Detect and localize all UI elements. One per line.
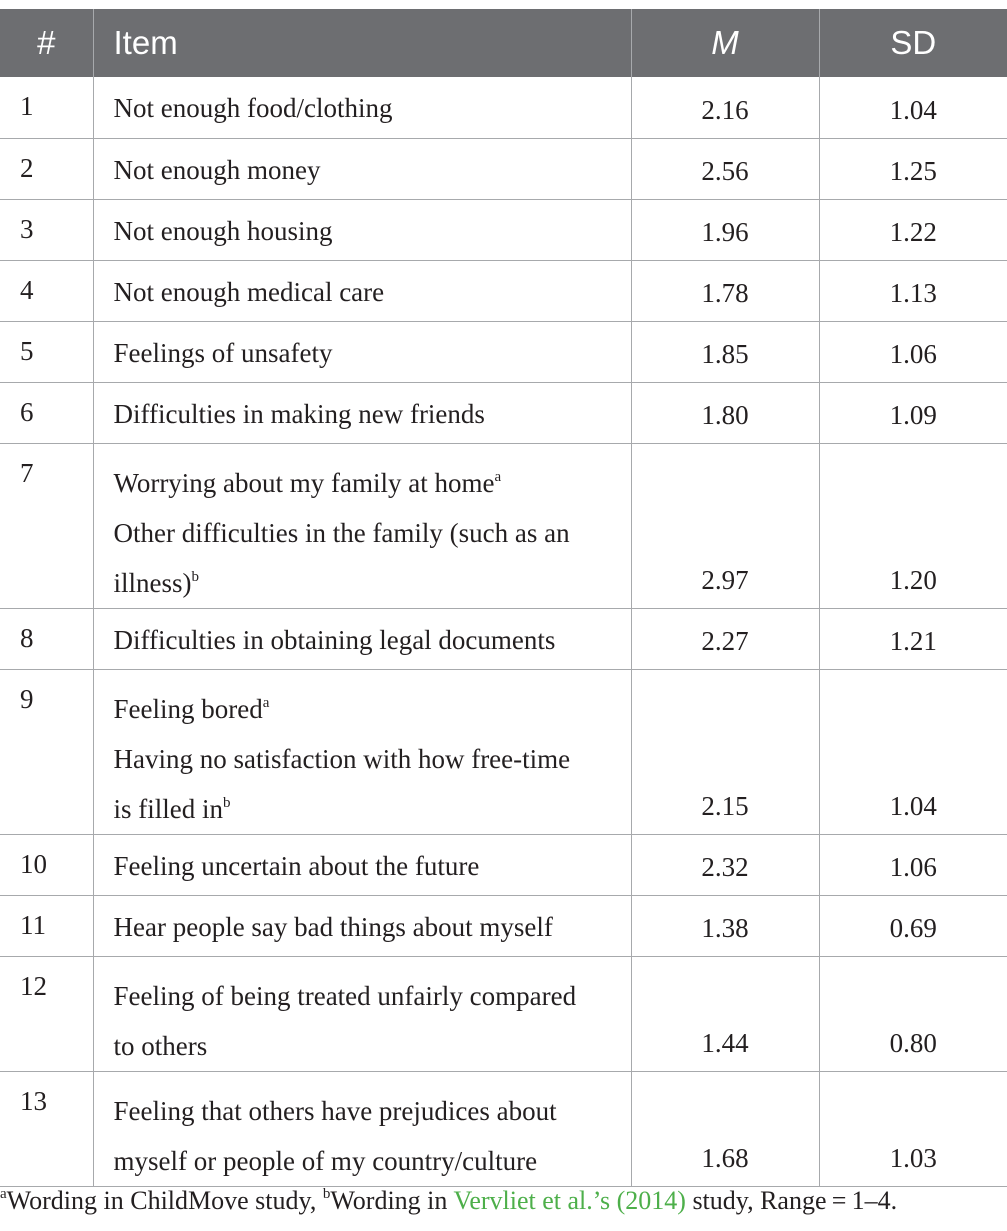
- item-text: Having no satisfaction with how free-time is filled in: [113, 743, 571, 824]
- table-row: [0, 260, 1007, 321]
- item-text: Not enough medical care: [113, 276, 385, 307]
- table-row: [0, 834, 1007, 895]
- row-item: [93, 895, 631, 956]
- row-sd: 1.06: [819, 321, 1007, 382]
- row-mean: 1.96: [631, 199, 819, 260]
- row-mean: 1.44: [631, 956, 819, 1071]
- row-number: 12: [0, 956, 93, 1071]
- row-number: 3: [0, 199, 93, 260]
- row-sd: 0.69: [819, 895, 1007, 956]
- table-header: [0, 9, 1007, 77]
- table-body: [0, 77, 1007, 1186]
- footnote-text-a: Wording in ChildMove study,: [6, 1186, 323, 1215]
- row-item: [93, 834, 631, 895]
- row-number: 6: [0, 382, 93, 443]
- row-sd: 1.13: [819, 260, 1007, 321]
- table-row: [0, 895, 1007, 956]
- row-item: [93, 199, 631, 260]
- item-text: Other difficulties in the family (such as an illness): [113, 517, 570, 598]
- row-mean: 2.27: [631, 608, 819, 669]
- item-text: Feelings of unsafety: [113, 337, 333, 368]
- item-footnote-marker: b: [223, 794, 231, 811]
- row-item: [93, 77, 631, 138]
- row-item: [93, 608, 631, 669]
- row-mean: 2.56: [631, 138, 819, 199]
- row-mean: 1.38: [631, 895, 819, 956]
- item-text: Worrying about my family at home: [113, 467, 495, 498]
- row-mean: 2.97: [631, 443, 819, 608]
- table-row: [0, 608, 1007, 669]
- row-sd: 1.03: [819, 1071, 1007, 1186]
- citation-link[interactable]: Vervliet et al.’s (2014): [453, 1186, 686, 1215]
- footnote-text-b: Wording in: [330, 1186, 454, 1215]
- table-footnote: [0, 1186, 897, 1216]
- header-number: #: [0, 9, 93, 77]
- table-row: [0, 1071, 1007, 1186]
- item-footnote-marker: b: [191, 568, 199, 585]
- data-table-container: [0, 9, 1007, 1187]
- row-mean: 1.78: [631, 260, 819, 321]
- item-text: Difficulties in obtaining legal documents: [113, 624, 556, 655]
- row-number: 13: [0, 1071, 93, 1186]
- row-sd: 1.09: [819, 382, 1007, 443]
- header-mean: M: [631, 9, 819, 77]
- item-text: Feeling uncertain about the future: [113, 850, 480, 881]
- table-row: [0, 199, 1007, 260]
- row-sd: 1.06: [819, 834, 1007, 895]
- row-number: 10: [0, 834, 93, 895]
- row-mean: 1.85: [631, 321, 819, 382]
- row-number: 2: [0, 138, 93, 199]
- row-mean: 1.80: [631, 382, 819, 443]
- header-sd: SD: [890, 24, 937, 61]
- row-sd: 1.04: [819, 77, 1007, 138]
- row-item: [93, 321, 631, 382]
- row-item: [93, 382, 631, 443]
- row-sd: 1.25: [819, 138, 1007, 199]
- row-sd: 1.21: [819, 608, 1007, 669]
- row-number: 9: [0, 669, 93, 834]
- item-text: Feeling that others have prejudices about myself or people of my country/culture: [113, 1095, 557, 1176]
- row-mean: 1.68: [631, 1071, 819, 1186]
- item-text: Not enough money: [113, 154, 321, 185]
- item-text: Not enough housing: [113, 215, 333, 246]
- row-sd: 0.80: [819, 956, 1007, 1071]
- row-mean: 2.15: [631, 669, 819, 834]
- item-text-block: [114, 981, 577, 1061]
- items-table: [0, 9, 1007, 1187]
- row-number: 5: [0, 321, 93, 382]
- row-mean: 2.32: [631, 834, 819, 895]
- row-sd: 1.20: [819, 443, 1007, 608]
- row-item: [93, 260, 631, 321]
- item-text-block: [114, 694, 571, 824]
- row-number: 1: [0, 77, 93, 138]
- item-text: Feeling bored: [113, 693, 263, 724]
- table-row: [0, 77, 1007, 138]
- item-footnote-marker: a: [262, 694, 270, 711]
- row-sd: 1.04: [819, 669, 1007, 834]
- footnote-sup-b: b: [322, 1186, 331, 1202]
- row-item: [93, 1071, 631, 1186]
- footnote-text-c: study, Range = 1–4.: [685, 1186, 898, 1215]
- item-text: Difficulties in making new friends: [113, 398, 485, 429]
- row-item: [93, 443, 631, 608]
- item-text: Hear people say bad things about myself: [113, 911, 553, 942]
- item-text: Not enough food/clothing: [113, 93, 393, 123]
- row-number: 8: [0, 608, 93, 669]
- table-row: [0, 669, 1007, 834]
- item-footnote-marker: a: [494, 468, 502, 485]
- row-sd: 1.22: [819, 199, 1007, 260]
- table-row: [0, 138, 1007, 199]
- table-row: [0, 956, 1007, 1071]
- row-number: 4: [0, 260, 93, 321]
- table-row: [0, 443, 1007, 608]
- row-mean: 2.16: [631, 77, 819, 138]
- footnote-sup-a: a: [0, 1186, 7, 1202]
- row-item: [93, 956, 631, 1071]
- item-text-block: [114, 1096, 557, 1176]
- table-row: [0, 382, 1007, 443]
- item-text-block: [114, 468, 570, 598]
- row-item: [93, 138, 631, 199]
- row-number: 11: [0, 895, 93, 956]
- header-item: Item: [93, 9, 631, 77]
- row-item: [93, 669, 631, 834]
- item-text: Feeling of being treated unfairly compared to others: [113, 980, 577, 1061]
- row-number: 7: [0, 443, 93, 608]
- table-row: [0, 321, 1007, 382]
- header-row: [0, 9, 1007, 77]
